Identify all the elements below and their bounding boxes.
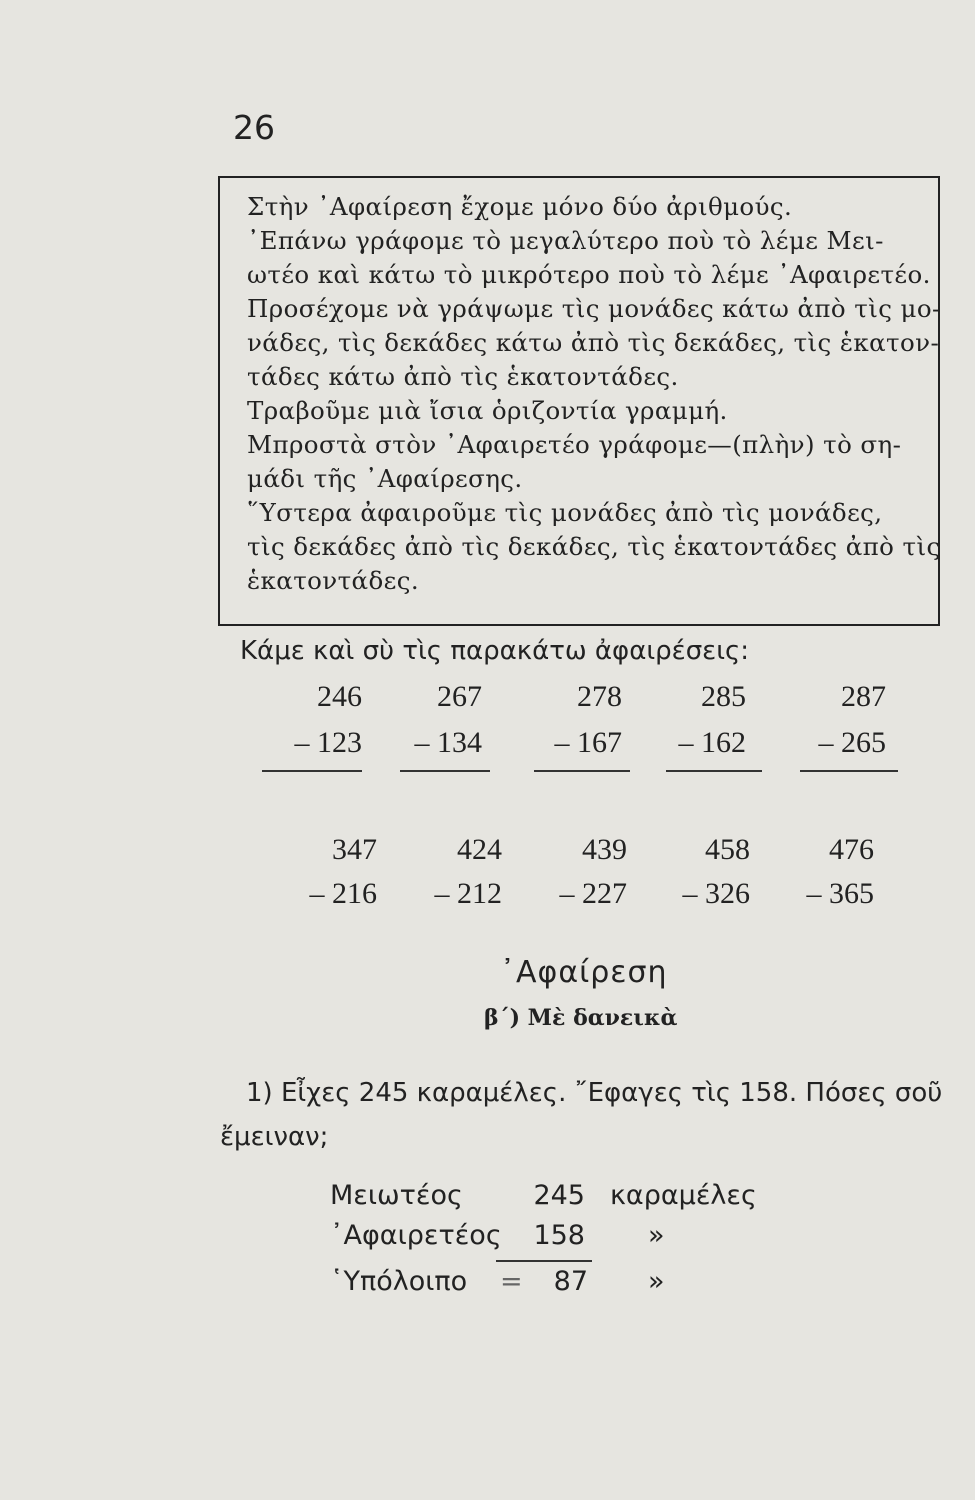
exercise-minuend: 246	[317, 680, 362, 713]
subtrahend-unit: »	[648, 1220, 665, 1251]
minuend-value: 245	[533, 1180, 585, 1211]
rule-line: Στὴν ᾿Αφαίρεση ἔχομε μόνο δύο ἀριθμούς.	[247, 192, 793, 221]
exercise-subtrahend: – 326	[682, 877, 750, 910]
rule-line: Τραβοῦμε μιὰ ἴσια ὁριζοντία γραμμή.	[247, 396, 728, 425]
exercise-minuend: 424	[457, 833, 502, 866]
exercise-subtrahend: – 134	[414, 726, 482, 759]
exercise-subtrahend: – 365	[806, 877, 874, 910]
rule-line: τάδες κάτω ἀπὸ τὶς ἑκατοντάδες.	[247, 362, 679, 391]
exercise-underline	[534, 770, 630, 772]
rule-line: τὶς δεκάδες ἀπὸ τὶς δεκάδες, τὶς ἑκατοντάδες ἀπὸ τὶς	[247, 532, 941, 561]
exercise-minuend: 278	[577, 680, 622, 713]
exercise-subtrahend: – 227	[559, 877, 627, 910]
exercise-subtrahend: – 212	[434, 877, 502, 910]
problem-text: ἔμειναν;	[220, 1122, 329, 1152]
equals-sign: =	[500, 1266, 523, 1297]
exercise-subtrahend: – 123	[294, 726, 362, 759]
exercise-subtrahend: – 216	[309, 877, 377, 910]
exercise-subtrahend: – 167	[554, 726, 622, 759]
exercise-minuend: 285	[701, 680, 746, 713]
exercise-minuend: 476	[829, 833, 874, 866]
exercise-minuend: 267	[437, 680, 482, 713]
minuend-unit: καραμέλες	[610, 1180, 757, 1211]
rule-line: Μπροστὰ στὸν ᾿Αφαιρετέο γράφομε—(πλὴν) τὸ ση-	[247, 430, 902, 459]
exercise-minuend: 439	[582, 833, 627, 866]
rule-line: ᾿Επάνω γράφομε τὸ μεγαλύτερο ποὺ τὸ λέμε Μει-	[247, 226, 884, 255]
rule-line: μάδι τῆς ᾿Αφαίρεσης.	[247, 464, 523, 493]
rule-line: νάδες, τὶς δεκάδες κάτω ἀπὸ τὶς δεκάδες, τὶς ἑκατον-	[247, 328, 940, 357]
exercise-underline	[800, 770, 898, 772]
exercise-subtrahend: – 162	[678, 726, 746, 759]
page-number: 26	[233, 108, 275, 147]
instruction: Κάμε καὶ σὺ τὶς παρακάτω ἀφαιρέσεις:	[240, 636, 750, 666]
exercise-underline	[400, 770, 490, 772]
subtrahend-label: ᾿Αφαιρετέος	[330, 1220, 502, 1251]
exercise-underline	[666, 770, 762, 772]
section-subtitle: β΄) Μὲ δανεικὰ	[484, 1005, 678, 1031]
section-title: ᾿Αφαίρεση	[500, 955, 668, 990]
minuend-label: Μειωτέος	[330, 1180, 463, 1211]
worked-underline	[496, 1260, 592, 1262]
rule-line: ωτέο καὶ κάτω τὸ μικρότερο ποὺ τὸ λέμε ᾿Αφαιρετέο.	[247, 260, 931, 289]
subtrahend-value: 158	[533, 1220, 585, 1251]
problem-text: 1) Εἶχες 245 καραμέλες. ῎Εφαγες τὶς 158. Πόσες σοῦ	[246, 1078, 943, 1108]
rule-line: ῞Υστερα ἀφαιροῦμε τὶς μονάδες ἀπὸ τὶς μονάδες,	[247, 498, 883, 527]
rule-line: ἑκατοντάδες.	[247, 566, 420, 595]
exercise-subtrahend: – 265	[818, 726, 886, 759]
exercise-minuend: 287	[841, 680, 886, 713]
remainder-label: ῾Υπόλοιπο	[330, 1266, 468, 1297]
exercise-minuend: 458	[705, 833, 750, 866]
exercise-underline	[262, 770, 362, 772]
remainder-value: 87	[553, 1266, 588, 1297]
rule-line: Προσέχομε νὰ γράψωμε τὶς μονάδες κάτω ἀπὸ τὶς μο-	[247, 294, 941, 323]
remainder-unit: »	[648, 1266, 665, 1297]
exercise-minuend: 347	[332, 833, 377, 866]
